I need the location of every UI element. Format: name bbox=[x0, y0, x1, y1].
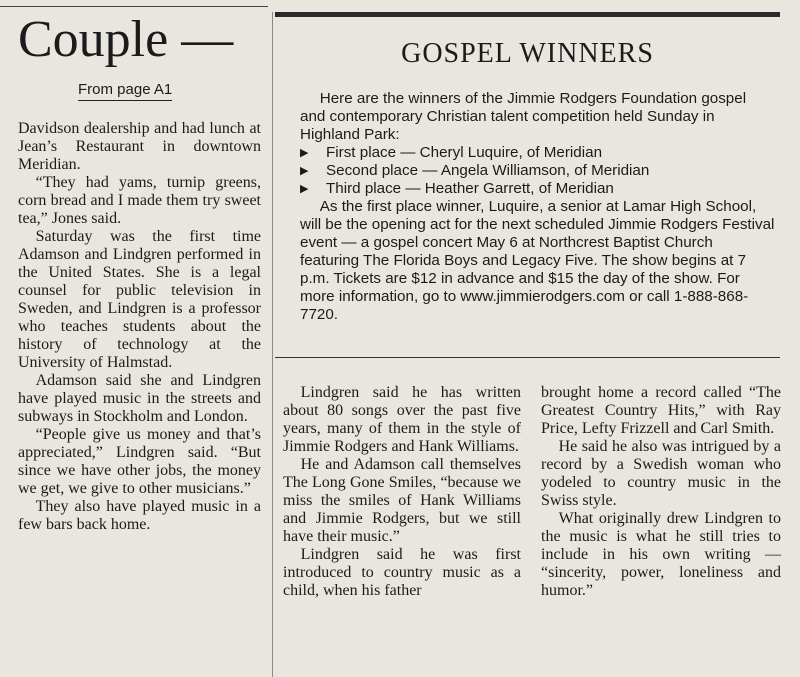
paragraph: He and Adamson call themselves The Long Gone Smiles, “because we miss the smiles of Hank Williams and Jimmie Rodgers, but we still have their music.” bbox=[283, 456, 521, 545]
sidebar-details: As the first place winner, Luquire, a senior at Lamar High School, will be the opening act for the next scheduled Jimmie Rodgers Festival event — a gospel concert May 6 at Northcrest Baptist Church featuring The Florida Boys and Legacy Five. The show begins at 7 p.m. Tickets are $12 in advance and $15 the day of the show. For more information, go to www.jimmierodgers.com or call 1-888-868-7720. bbox=[300, 198, 775, 323]
sidebar-top-rule bbox=[275, 12, 780, 17]
sidebar-body bbox=[300, 90, 775, 324]
article-column-3 bbox=[541, 384, 781, 600]
headline: Couple — bbox=[18, 11, 234, 68]
article-column-2 bbox=[283, 384, 521, 600]
arrow-icon: ▶ bbox=[300, 165, 309, 177]
paragraph: brought home a record called “The Greatest Country Hits,” with Ray Price, Lefty Frizzell and Carl Smith. bbox=[541, 384, 781, 437]
sidebar-title: GOSPEL WINNERS bbox=[401, 38, 654, 69]
winner-item bbox=[300, 162, 775, 180]
column-divider bbox=[272, 12, 273, 677]
paragraph: “They had yams, turnip greens, corn bread and I made them try sweet tea,” Jones said. bbox=[18, 174, 261, 227]
paragraph: He said he also was intrigued by a record by a Swedish woman who yodeled to country music in the Swiss style. bbox=[541, 438, 781, 509]
paragraph: “People give us money and that’s appreciated,” Lindgren said. “But since we have other jobs, the money we get, we give to other musicians.” bbox=[18, 426, 261, 497]
winner-item bbox=[300, 180, 775, 198]
paragraph: Lindgren said he was first introduced to country music as a child, when his father bbox=[283, 546, 521, 599]
paragraph: Lindgren said he has written about 80 songs over the past five years, many of them in the style of Jimmie Rodgers and Hank Williams. bbox=[283, 384, 521, 455]
paragraph: Saturday was the first time Adamson and Lindgren performed in the United States. She is a legal counsel for public television in Sweden, and Lindgren is a professor who teaches students about the history of technology at the University of Halmstad. bbox=[18, 228, 261, 371]
winner-text: Second place — Angela Williamson, of Meridian bbox=[326, 162, 650, 179]
sidebar-intro: Here are the winners of the Jimmie Rodgers Foundation gospel and contemporary Christian talent competition held Sunday in Highland Park: bbox=[300, 90, 747, 143]
sidebar-bottom-rule bbox=[275, 357, 780, 358]
paragraph: They also have played music in a few bars back home. bbox=[18, 498, 261, 533]
paragraph: Davidson dealership and had lunch at Jean’s Restaurant in downtown Meridian. bbox=[18, 120, 261, 173]
winner-text: First place — Cheryl Luquire, of Meridian bbox=[326, 144, 603, 161]
winner-text: Third place — Heather Garrett, of Meridian bbox=[326, 180, 614, 197]
winner-item bbox=[300, 144, 775, 162]
arrow-icon: ▶ bbox=[300, 183, 309, 195]
arrow-icon: ▶ bbox=[300, 147, 309, 159]
jump-line: From page A1 bbox=[78, 80, 172, 101]
article-column-1 bbox=[18, 120, 261, 534]
paragraph: What originally drew Lindgren to the music is what he still tries to include in his own writing — “sincerity, power, loneliness and humor.” bbox=[541, 510, 781, 599]
paragraph: Adamson said she and Lindgren have played music in the streets and subways in Stockholm and London. bbox=[18, 372, 261, 425]
top-rule-left bbox=[0, 0, 268, 7]
